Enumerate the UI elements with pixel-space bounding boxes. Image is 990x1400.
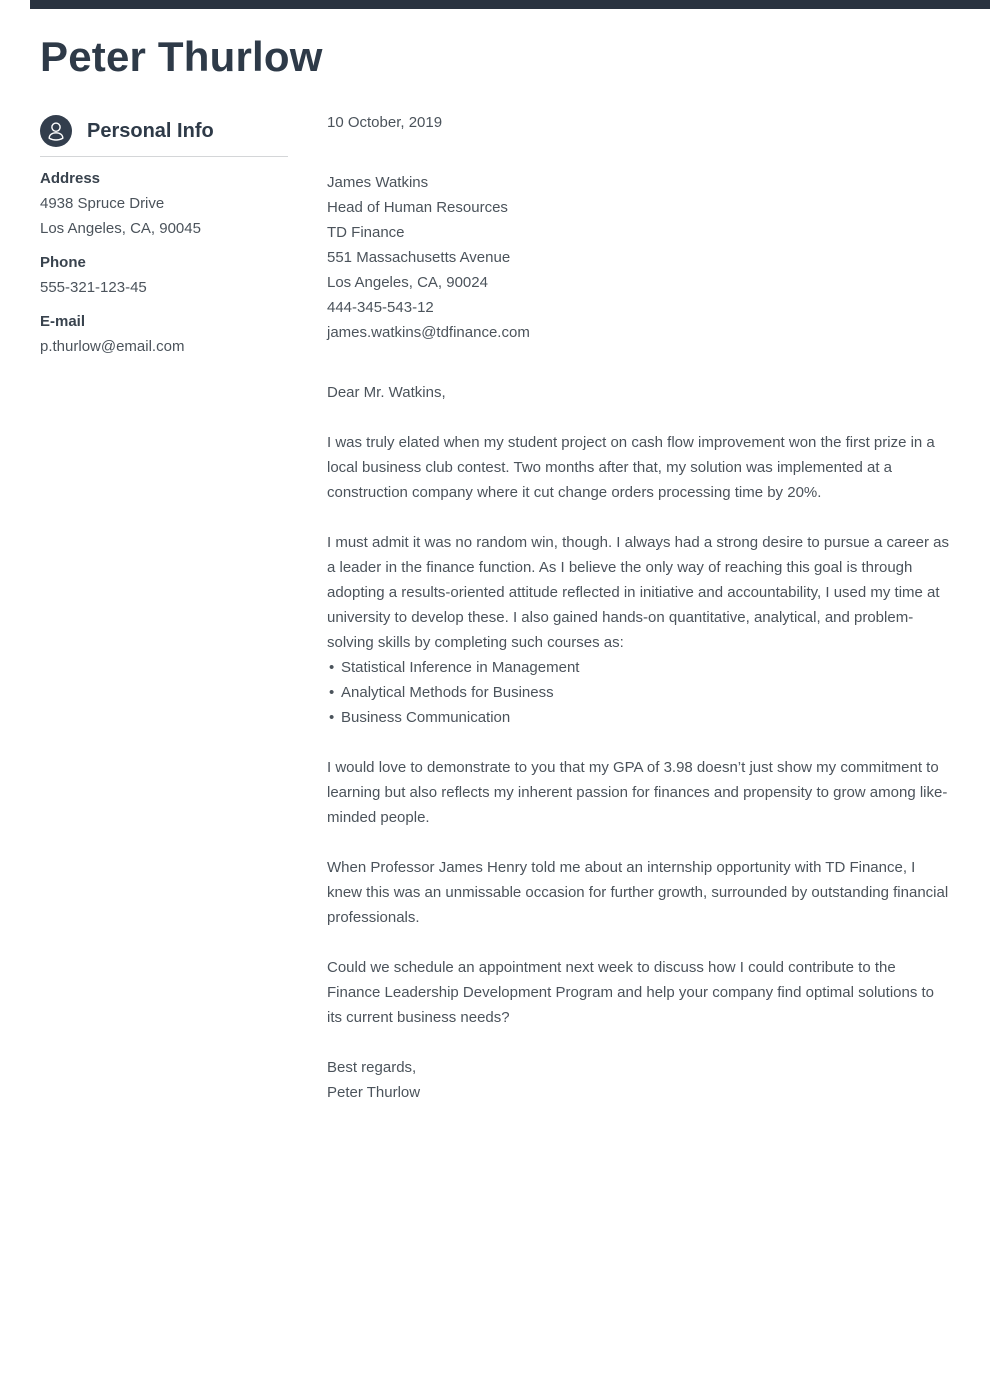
field-label: Phone [40, 254, 86, 271]
recipient-line: james.watkins@tdfinance.com [327, 324, 530, 341]
bullet-text: Business Communication [341, 709, 511, 726]
letter-body-blocks [327, 430, 949, 1030]
field-value: p.thurlow@email.com [40, 338, 185, 355]
bullet-item [327, 680, 949, 705]
bullet-item [327, 705, 949, 730]
applicant-name: Peter Thurlow [40, 33, 323, 80]
field-label: E-mail [40, 313, 86, 330]
recipient-line: 444-345-543-12 [327, 299, 434, 316]
recipient-line: 551 Massachusetts Avenue [327, 249, 511, 266]
personal-info-sidebar [40, 115, 288, 359]
sidebar-divider [40, 156, 288, 157]
sidebar-field [40, 166, 288, 241]
letter-paragraph: I was truly elated when my student project on cash flow improvement won the first prize in a local business club contest. Two months after that, my solution was implemented at a construction company where it cut change orders processing time by 20%. [327, 434, 935, 501]
closing-line: Best regards, [327, 1059, 417, 1076]
letter-paragraph: I would love to demonstrate to you that my GPA of 3.98 doesn’t just show my commitment to learning but also reflects my inherent passion for finances and propensity to grow among like-minded people. [327, 759, 948, 826]
bullet-icon: • [329, 709, 335, 726]
letter-paragraph: When Professor James Henry told me about an internship opportunity with TD Finance, I knew this was an unmissable occasion for further growth, surrounded by outstanding financial professionals. [327, 859, 949, 926]
bullet-text: Statistical Inference in Management [341, 659, 580, 676]
field-value: Los Angeles, CA, 90045 [40, 220, 201, 237]
closing-line: Peter Thurlow [327, 1084, 421, 1101]
field-value: 555-321-123-45 [40, 279, 147, 296]
top-accent-bar [30, 0, 990, 9]
recipient-line: TD Finance [327, 224, 405, 241]
bullet-list [327, 655, 949, 730]
bullet-icon: • [329, 684, 335, 701]
recipient-block [327, 170, 949, 345]
letter-paragraph: Could we schedule an appointment next week to discuss how I could contribute to the Finance Leadership Development Program and help your company find optimal solutions to its current business needs? [327, 959, 935, 1026]
salutation: Dear Mr. Watkins, [327, 384, 446, 401]
personal-info-title: Personal Info [87, 119, 214, 142]
recipient-line: Head of Human Resources [327, 199, 508, 216]
sidebar-fields [40, 166, 288, 359]
letter [327, 110, 949, 1105]
field-value: 4938 Spruce Drive [40, 195, 165, 212]
recipient-line: James Watkins [327, 174, 429, 191]
bullet-item [327, 655, 949, 680]
bullet-text: Analytical Methods for Business [341, 684, 554, 701]
recipient-line: Los Angeles, CA, 90024 [327, 274, 488, 291]
closing-block [327, 1055, 949, 1105]
letter-date: 10 October, 2019 [327, 114, 443, 131]
sidebar-field [40, 250, 288, 300]
sidebar-field [40, 309, 288, 359]
person-icon [40, 115, 72, 147]
bullet-icon: • [329, 659, 335, 676]
letter-paragraph: I must admit it was no random win, though. I always had a strong desire to pursue a career as a leader in the finance function. As I believe the only way of reaching this goal is through adopting a results-oriented attitude reflected in initiative and accountability, I used my time at university to develop these. I also gained hands-on quantitative, analytical, and problem-solving skills by completing such courses as: [327, 534, 949, 651]
personal-info-header [40, 115, 288, 147]
field-label: Address [40, 170, 101, 187]
